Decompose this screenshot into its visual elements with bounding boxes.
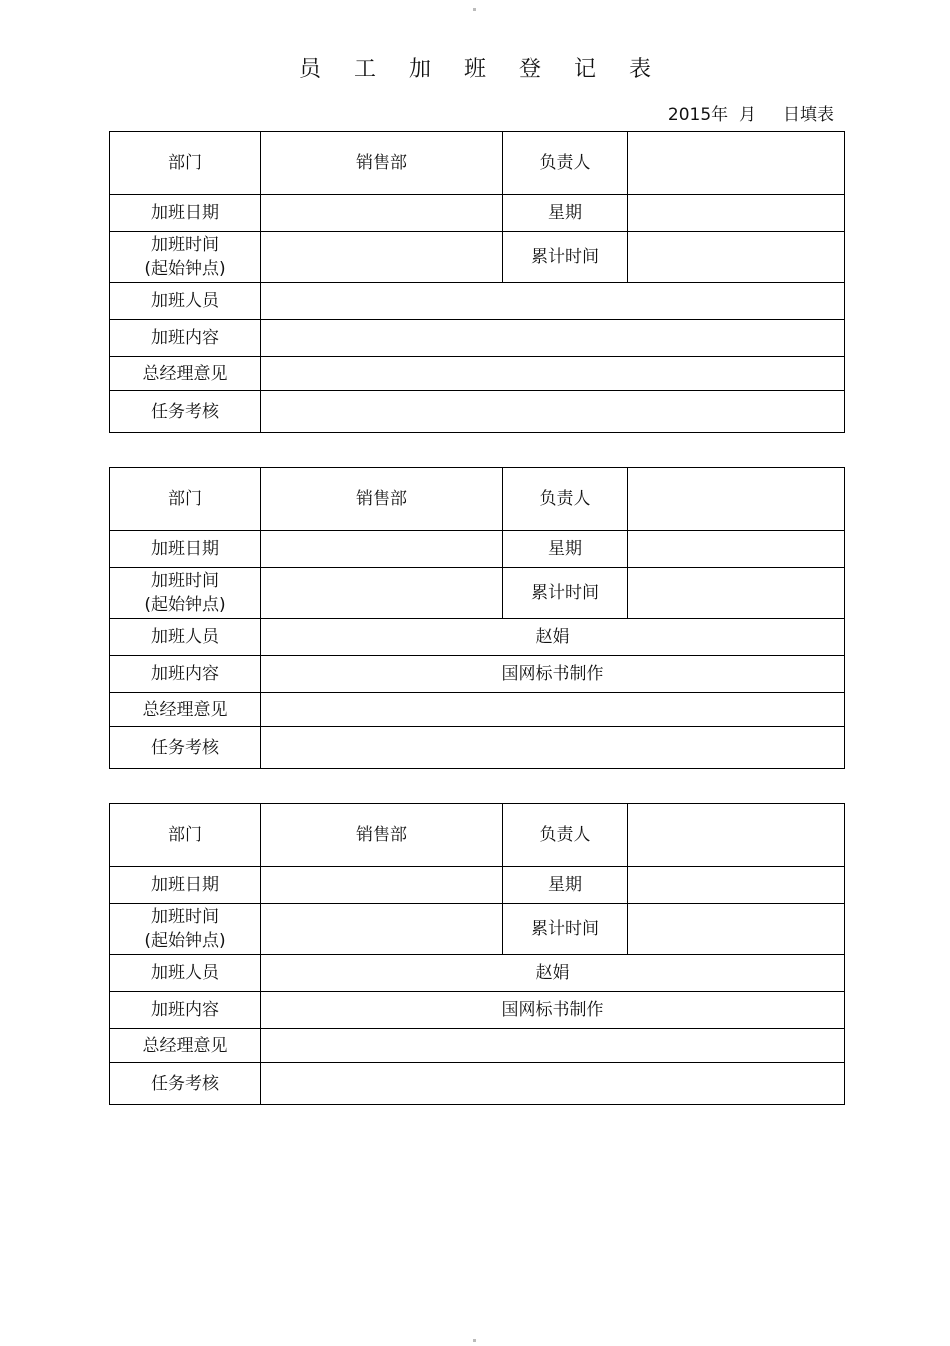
ot-date-label: 加班日期 <box>110 195 261 232</box>
task-assessment-label: 任务考核 <box>110 1063 261 1105</box>
manager-value[interactable] <box>628 804 845 867</box>
department-label: 部门 <box>110 804 261 867</box>
manager-label: 负责人 <box>503 804 628 867</box>
ot-time-value[interactable] <box>261 232 503 283</box>
total-time-label: 累计时间 <box>503 232 628 283</box>
gm-opinion-label: 总经理意见 <box>110 1029 261 1063</box>
gm-opinion-value[interactable] <box>261 693 845 727</box>
manager-label: 负责人 <box>503 468 628 531</box>
ot-time-label-line2: (起始钟点) <box>144 595 226 615</box>
ot-date-value[interactable] <box>261 867 503 904</box>
weekday-label: 星期 <box>503 867 628 904</box>
gm-opinion-value[interactable] <box>261 357 845 391</box>
ot-content-value[interactable] <box>261 320 845 357</box>
gm-opinion-label: 总经理意见 <box>110 693 261 727</box>
weekday-value[interactable] <box>628 867 845 904</box>
weekday-value[interactable] <box>628 531 845 568</box>
overtime-form-1 <box>109 131 845 433</box>
ot-staff-label: 加班人员 <box>110 283 261 320</box>
ot-content-value[interactable]: 国网标书制作 <box>261 992 845 1029</box>
ot-time-label-line2: (起始钟点) <box>144 931 226 951</box>
ot-time-label-line1: 加班时间 <box>151 235 219 255</box>
ot-staff-value[interactable] <box>261 283 845 320</box>
ot-content-label: 加班内容 <box>110 320 261 357</box>
bottom-page-mark <box>473 1339 476 1342</box>
task-assessment-label: 任务考核 <box>110 727 261 769</box>
ot-time-label <box>110 232 261 283</box>
ot-content-label: 加班内容 <box>110 656 261 693</box>
task-assessment-value[interactable] <box>261 391 845 433</box>
ot-staff-label: 加班人员 <box>110 619 261 656</box>
ot-time-label <box>110 904 261 955</box>
task-assessment-value[interactable] <box>261 1063 845 1105</box>
gm-opinion-value[interactable] <box>261 1029 845 1063</box>
ot-time-value[interactable] <box>261 904 503 955</box>
page-title: 员 工 加 班 登 记 表 <box>299 57 664 82</box>
department-label: 部门 <box>110 468 261 531</box>
gm-opinion-label: 总经理意见 <box>110 357 261 391</box>
total-time-value[interactable] <box>628 232 845 283</box>
ot-date-label: 加班日期 <box>110 867 261 904</box>
manager-value[interactable] <box>628 468 845 531</box>
department-value[interactable]: 销售部 <box>261 468 503 531</box>
ot-content-value[interactable]: 国网标书制作 <box>261 656 845 693</box>
ot-staff-label: 加班人员 <box>110 955 261 992</box>
total-time-value[interactable] <box>628 568 845 619</box>
ot-time-value[interactable] <box>261 568 503 619</box>
ot-date-value[interactable] <box>261 531 503 568</box>
task-assessment-value[interactable] <box>261 727 845 769</box>
fill-date-line: 2015年 月 日填表 <box>667 105 834 125</box>
top-page-mark <box>473 8 476 11</box>
ot-content-label: 加班内容 <box>110 992 261 1029</box>
department-value[interactable]: 销售部 <box>261 804 503 867</box>
weekday-value[interactable] <box>628 195 845 232</box>
department-label: 部门 <box>110 132 261 195</box>
ot-time-label-line1: 加班时间 <box>151 571 219 591</box>
weekday-label: 星期 <box>503 531 628 568</box>
manager-label: 负责人 <box>503 132 628 195</box>
overtime-form-3 <box>109 803 845 1105</box>
ot-time-label-line1: 加班时间 <box>151 907 219 927</box>
task-assessment-label: 任务考核 <box>110 391 261 433</box>
ot-date-value[interactable] <box>261 195 503 232</box>
ot-time-label <box>110 568 261 619</box>
total-time-label: 累计时间 <box>503 904 628 955</box>
overtime-form-2 <box>109 467 845 769</box>
ot-staff-value[interactable]: 赵娟 <box>261 955 845 992</box>
total-time-value[interactable] <box>628 904 845 955</box>
ot-staff-value[interactable]: 赵娟 <box>261 619 845 656</box>
manager-value[interactable] <box>628 132 845 195</box>
ot-time-label-line2: (起始钟点) <box>144 259 226 279</box>
ot-date-label: 加班日期 <box>110 531 261 568</box>
department-value[interactable]: 销售部 <box>261 132 503 195</box>
total-time-label: 累计时间 <box>503 568 628 619</box>
weekday-label: 星期 <box>503 195 628 232</box>
